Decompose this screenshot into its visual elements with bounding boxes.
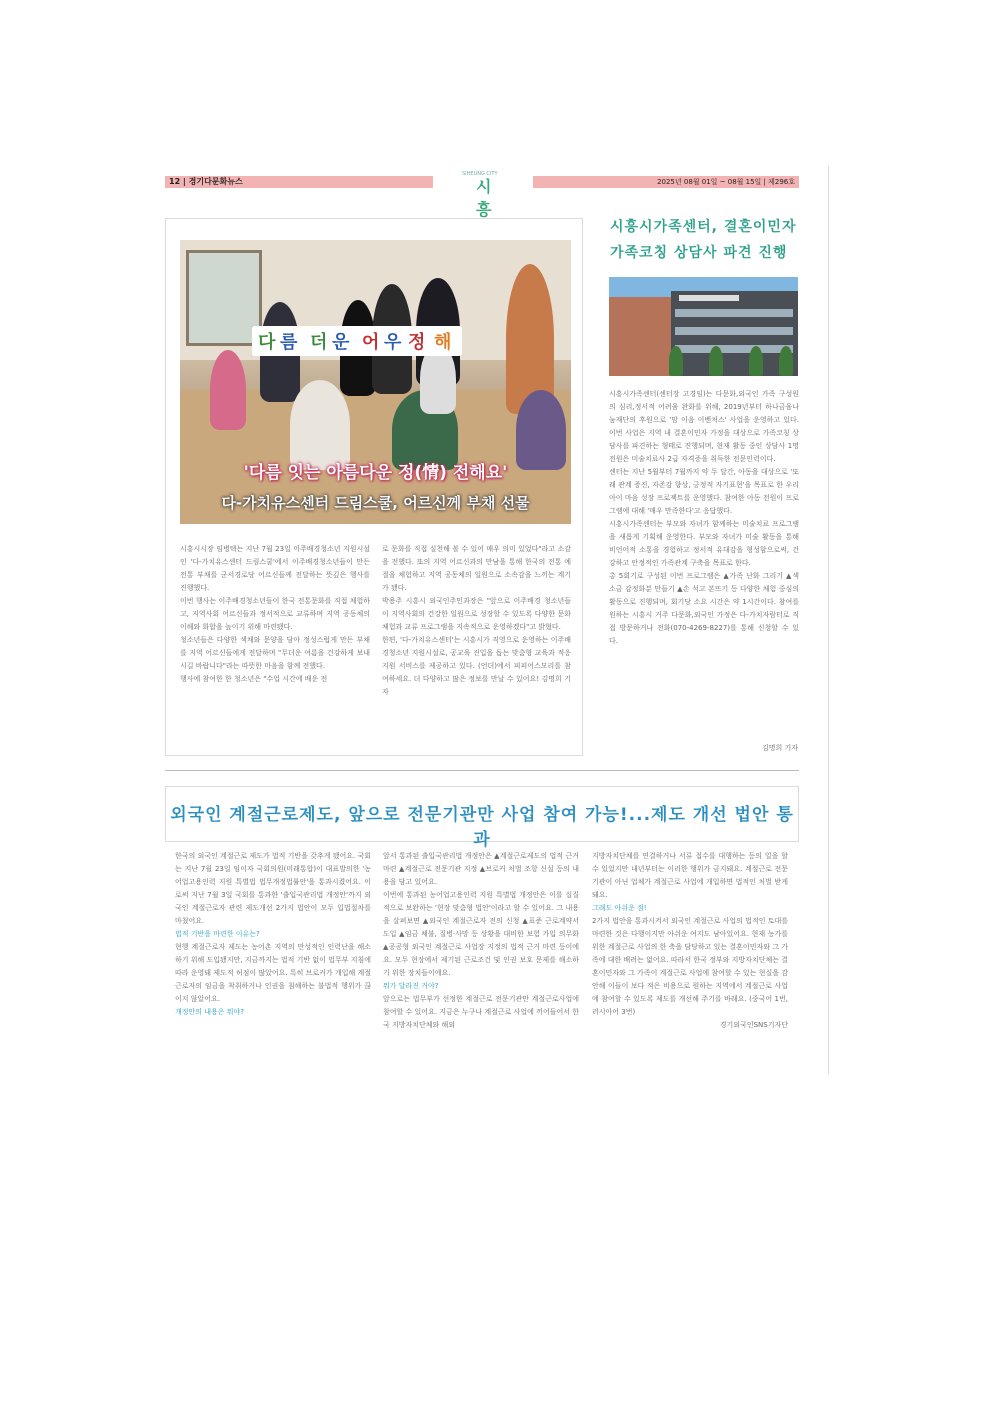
- banner-char: 해: [434, 332, 452, 353]
- banner-char: 더: [310, 332, 328, 353]
- banner-char: 정: [408, 332, 426, 353]
- photo-caption-main: '다름 잇는 아름다운 정(情) 전해요': [243, 463, 508, 483]
- photo-tree: [669, 346, 683, 376]
- section-divider: [165, 770, 799, 771]
- banner-char: 름: [280, 332, 298, 353]
- sidebar-byline: 김명희 기자: [761, 744, 798, 752]
- bottom-col3-text-a: 지방자치단체를 연결하거나 서류 접수를 대행하는 등의 일을 할 수 있었지만 내년부터는 이러한 행위가 금지돼요. 계절근로 전문기관이 아닌 업체가 계절근로 사업에 개입하면 법적인 처벌 받게 돼요.: [592, 852, 788, 899]
- photo-person: [290, 380, 350, 470]
- bottom-col2-subhead-1: 뭐가 달라진 거야?: [383, 982, 439, 990]
- logo-small-text: SIHEUNG CITY: [462, 171, 498, 177]
- photo-window-row: [675, 345, 793, 353]
- page-header-date: 2025년 08월 01일 ~ 08월 15일 | 제296호: [533, 176, 799, 188]
- bottom-col1-text-b: 현행 계절근로자 제도는 농어촌 지역의 만성적인 인력난을 해소하기 위해 도입됐지만, 지금까지는 법적 기반 없이 법무부 지침에 따라 운영돼 제도적 허점이 많았어요. 특히 브로커가 개입해 계절근로자의 임금을 착취하거나 인권을 침해하는 불법적 행위가 끊이지 않았어요.: [175, 943, 371, 1003]
- photo-window-row: [675, 309, 793, 317]
- banner-char: 운: [332, 332, 350, 353]
- photo-window: [186, 250, 262, 346]
- bottom-col3-text-b: 2가지 법안을 통과시켜서 외국인 계절근로 사업의 법적인 토대를 마련한 것은 다행이지만 아쉬운 여지도 남아있어요. 현재 농가를 위한 계절근로 사업의 한 축을 담당하고 있는 결혼이민자와 그 가족에 대한 배려는 없어요. 따라서 한국 정부와 지방자치단체는 결혼이민자와 그 가족이 계절근로 사업에 참여할 수 있는 현실을 감안해 이들이 보다 적은 비용으로 원하는 지역에서 계절근로 사업에 참여할 수 있도록 제도를 개선해 주기를 바래요. (중국어 1번, 러시아어 3번): [592, 917, 788, 1016]
- photo-tree: [709, 346, 723, 376]
- bottom-col3-byline: 경기외국인SNS기자단: [719, 1021, 788, 1029]
- banner-char: 다: [258, 332, 276, 353]
- photo-caption-sub: 다-가치유스센터 드림스쿨, 어르신께 부채 선물: [221, 494, 530, 512]
- photo-tree: [749, 346, 763, 376]
- photo-person: [210, 350, 246, 430]
- bottom-col3-subhead-1: 그래도 아쉬운 점!: [592, 904, 647, 912]
- photo-building-brick: [609, 297, 671, 376]
- bottom-col1-subhead-2: 개정안의 내용은 뭐야?: [175, 1008, 245, 1016]
- bottom-col1-text-a: 한국의 외국인 계절근로 제도가 법적 기반을 갖추게 됐어요. 국회는 지난 7월 23일 임이자 국회의원(미래통합)이 대표발의한 '농어업고용인력 지원 특별법 법무개정법률안'을 통과시켰어요. 이로써 지난 7월 3일 국회를 통과한 '출입국관리법 개정안'까지 외국인 계절근로자 관련 제도개선 2가지 법안이 모두 입법절차를 마쳤어요.: [175, 852, 371, 925]
- bottom-col2-text-a: 앞서 통과된 출입국관리법 개정안은 ▲계절근로제도의 법적 근거 마련 ▲계절근로 전문기관 지정 ▲브로커 처벌 조항 신설 등의 내용을 담고 있어요. 이번에 통과된 농어업고용인력 지원 특별법 개정안은 이를 실질적으로 보완하는 '현장 맞춤형 법안'이라고 할 수 있어요. 그 내용을 살펴보면 ▲외국인 계절근로자 전의 신청 ▲표준 근로계약서 도입 ▲임금 체불, 질병·사망 등 상황을 대비한 보험 가입 의무화 ▲공공형 외국인 계절근로 사업장 지정의 법적 근거 마련 등이에요. 모두 현장에서 제기된 근로조건 및 인권 보호 문제를 해소하기 위한 장치들이에요.: [383, 852, 579, 977]
- sidebar-body: 시흥시가족센터(센터장 고경임)는 다문화,외국인 가족 구성원의 심리,정서적 어려움 완화를 위해, 2019년부터 하나금융나눔재단의 후원으로 '맘 이음 이벤처스' 사업을 운영하고 있다. 이번 사업은 지역 내 결혼이민자 가정을 대상으로 가족코칭 상담사를 파견하는 형태로 진행되며, 현재 활동 중인 상담사 1명 전원은 미술치료사 2급 자격증을 취득한 전문인력이다. 센터는 지난 5월부터 7월까지 약 두 달간, 아동을 대상으로 '또래 관계 증진, 자존감 향상, 긍정적 자기표현'을 목표로 한 우리 아이 마음 성장 프로젝트를 운영했다. 참여한 아동 전원이 프로그램에 대해 '매우 만족한다'고 응답했다. 시흥시가족센터는 부모와 자녀가 함께하는 미술치료 프로그램을 새롭게 기획해 운영한다. 부모와 자녀가 미술 활동을 통해 비언어적 소통을 경험하고 정서적 유대감을 형성함으로써, 건강하고 안정적인 가족관계 구축을 목표로 한다. 총 5회기로 구성된 이번 프로그램은 ▲가족 난화 그리기 ▲색 소금 감정화분 만들기 ▲손 석고 본뜨기 등 다양한 체험 중심의 활동으로 진행되며, 회기당 소요 시간은 약 1시간이다. 참여를 원하는 시흥시 거주 다문화,외국인 가정은 다-가치자람터로 직접 방문하거나 전화(070-4269-8227)를 통해 신청할 수 있다.: [609, 390, 799, 645]
- logo-main-text: 시흥: [476, 177, 492, 219]
- bottom-col1-subhead-1: 법적 기반을 마련한 이유는?: [175, 930, 260, 938]
- siheung-logo: [462, 168, 506, 219]
- page-edge-line: [828, 166, 829, 1074]
- bottom-column-1: [175, 850, 371, 1072]
- feature-column-1: 시흥시시장 임병택는 지난 7월 23일 이주배경청소년 지원시설인 '다-가치유스센터 드림스쿨'에서 이주배경청소년들이 만든 전통 부채를 군서경로당 어르신들께 전달하는 뜻깊은 행사를 진행했다. 이번 행사는 이주배경청소년들이 한국 전통문화를 직접 체험하고, 지역사회 어르신들과 정서적으로 교류하며 지역 공동체의 이해와 화합을 높이기 위해 마련됐다. 청소년들은 다양한 색채와 문양을 담아 정성스럽게 만든 부채를 지역 어르신들에게 전달하며 "무더운 여름을 건강하게 보내시길 바랍니다"라는 따뜻한 마음을 함께 전했다. 행사에 참여한 한 청소년은 "수업 시간에 배운 전: [180, 545, 370, 683]
- sidebar-title-line-1: 시흥시가족센터, 결혼이민자: [610, 219, 797, 235]
- photo-window-row: [675, 327, 793, 335]
- photo-tree: [779, 346, 793, 376]
- bottom-column-3: [592, 850, 788, 1072]
- page-header-left: 12 | 경기다문화뉴스: [165, 176, 433, 188]
- banner-char: 우: [384, 332, 402, 353]
- family-center-photo: [609, 277, 798, 376]
- photo-banner: [252, 326, 462, 356]
- bottom-article-title: 외국인 계절근로제도, 앞으로 전문기관만 사업 참여 가능!...제도 개선 법안 통과: [170, 805, 794, 850]
- feature-photo: [180, 240, 571, 524]
- feature-column-2: 로 문화를 직접 실천해 볼 수 있어 매우 의미 있었다"라고 소감을 전했다. 또의 지역 어르신과의 만남을 통해 한국의 전통 예절을 체험하고 지역 공동체의 일원으로 소속감을 느끼는 계기가 됐다. 박용주 시흥시 외국인주민과장은 "앞으로 이주배경 청소년들이 지역사회의 건강한 일원으로 성장할 수 있도록 다양한 문화 체험과 교류 프로그램을 지속적으로 운영하겠다"고 밝혔다. 한편, '다-가치유스센터'는 시흥시가 직영으로 운영하는 이주배경청소년 지원시설로, 공교육 진입을 돕는 맞춤형 교육과 적응 지원 서비스를 제공하고 있다. (언더)에서 피피어스모리를 참여하세요. 더 다양하고 많은 정보를 만날 수 있어요! 김명희 기자: [382, 545, 571, 696]
- photo-building-sign: [679, 295, 739, 301]
- banner-char: 어: [362, 332, 380, 353]
- bottom-column-2: [383, 850, 579, 1072]
- sidebar-title-line-2: 가족코칭 상담사 파견 진행: [610, 245, 788, 261]
- bottom-col2-text-b: 앞으로는 법무부가 선정한 계절근로 전문기관만 계절근로사업에 참여할 수 있어요. 지금은 누구나 계절근로 사업에 끼어들어서 한국 지방자치단체와 해외: [383, 995, 579, 1029]
